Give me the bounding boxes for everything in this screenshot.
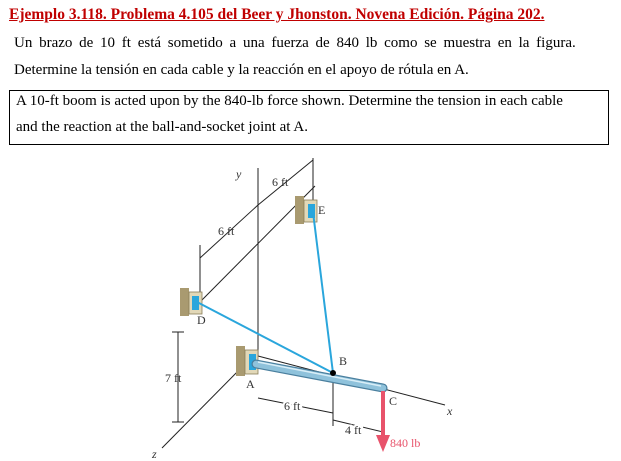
label-b: B bbox=[339, 354, 348, 368]
spanish-statement-line-1: Un brazo de 10 ft está sometido a una fuerza de 840 lb como se muestra en la figura. bbox=[14, 35, 576, 51]
dim-label-left: 6 ft bbox=[218, 224, 235, 238]
spanish-statement-line-2: Determine la tensión en cada cable y la reacción en el apoyo de rótula en A. bbox=[14, 62, 469, 78]
dim-label-bc: 4 ft bbox=[345, 423, 362, 437]
point-b bbox=[330, 370, 336, 376]
force-label: 840 lb bbox=[390, 436, 421, 450]
label-a: A bbox=[246, 377, 255, 391]
label-c: C bbox=[389, 394, 398, 408]
force-arrowhead bbox=[376, 435, 390, 452]
dim-label-height: 7 ft bbox=[165, 371, 182, 385]
english-statement-line-2: and the reaction at the ball-and-socket joint at A. bbox=[16, 119, 308, 135]
label-z-axis: z bbox=[152, 447, 157, 461]
label-x-axis: x bbox=[447, 404, 453, 418]
label-e: E bbox=[318, 203, 326, 217]
label-y-axis: y bbox=[236, 167, 242, 181]
dim-label-ab: 6 ft bbox=[284, 399, 301, 413]
label-d: D bbox=[197, 313, 206, 327]
boom bbox=[256, 364, 383, 388]
dim-label-top: 6 ft bbox=[272, 175, 289, 189]
page-title: Ejemplo 3.118. Problema 4.105 del Beer y Jhonston. Novena Edición. Página 202. bbox=[9, 6, 545, 23]
english-statement-line-1: A 10-ft boom is acted upon by the 840-lb force shown. Determine the tension in each cable bbox=[16, 93, 563, 109]
cable-be bbox=[313, 212, 333, 373]
